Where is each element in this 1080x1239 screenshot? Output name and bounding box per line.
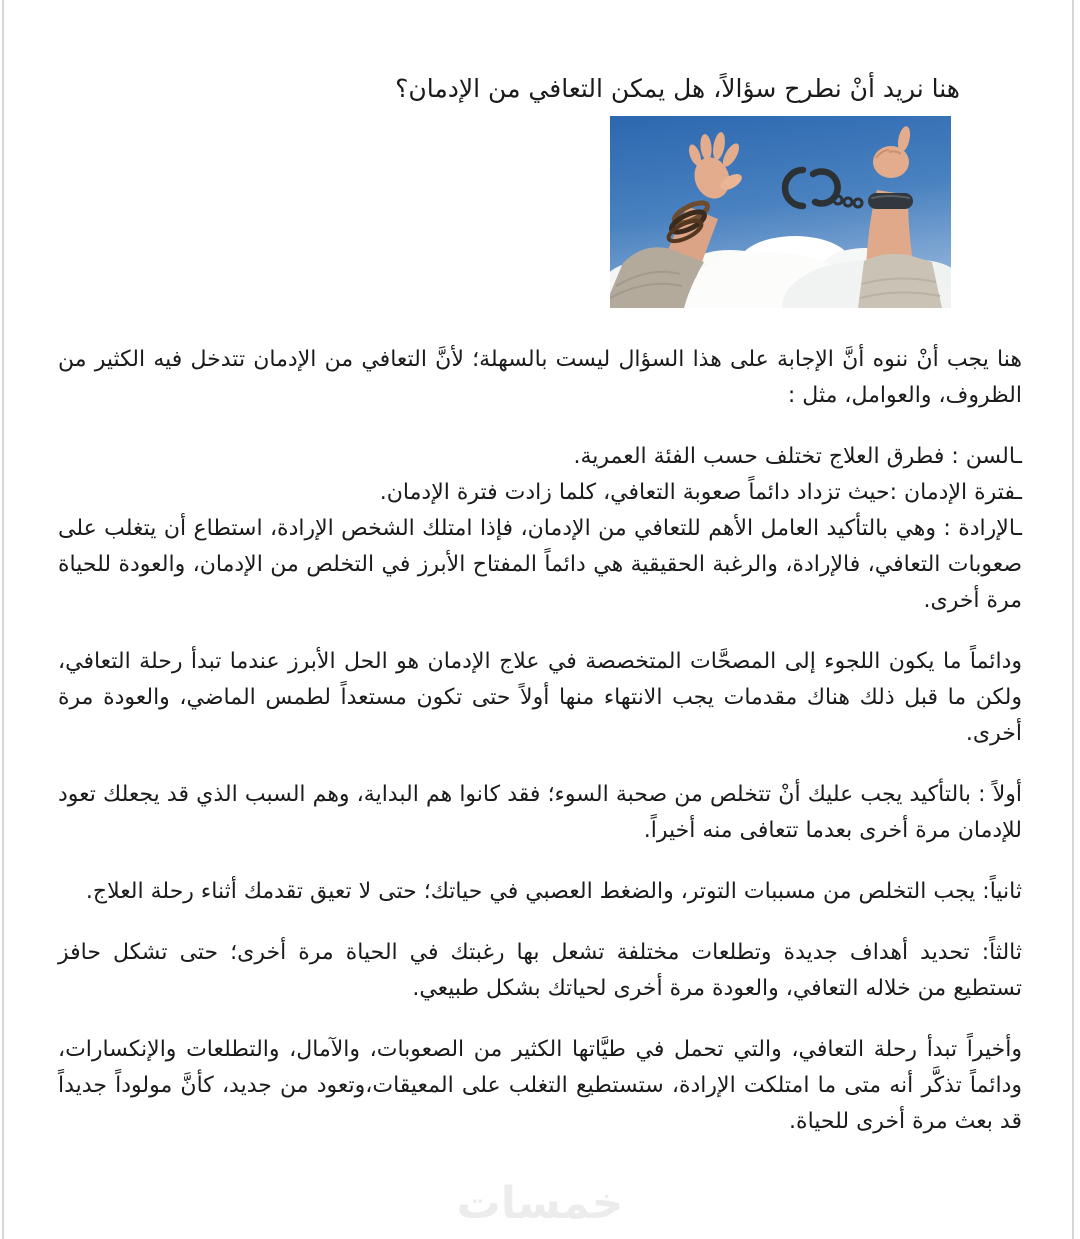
closing-paragraph: وأخيراً تبدأ رحلة التعافي، والتي تحمل في طيَّاتها الكثير من الصعوبات، والآمال، والتطلعات والإنكسارات، ودائماً تذكَّر أنه متى ما امتلكت الإرادة، ستستطيع التغلب على المعيقات،وتعود من جديد، كأنَّ مولوداً جديداً قد بعث مرة أخرى للحياة. — [58, 1037, 1022, 1134]
step-third-paragraph: ثالثاً: تحديد أهداف جديدة وتطلعات مختلفة تشعل بها رغبتك في الحياة مرة أخرى؛ حتى تشكل حافز تستطيع من خلاله التعافي، والعودة مرة أخرى لحياتك بشكل طبيعي. — [58, 940, 1022, 1001]
question-heading: هنا نريد أنْ نطرح سؤالاً، هل يمكن التعافي من الإدمان؟ — [395, 74, 960, 103]
clinics-paragraph: ودائماً ما يكون اللجوء إلى المصحَّات المتخصصة في علاج الإدمان هو الحل الأبرز عندما تبدأ رحلة التعافي، ولكن ما قبل ذلك هناك مقدمات يجب الانتهاء منها أولاً حتى تكون مستعداً لطمس الماضي، والعودة مرة أخرى. — [58, 649, 1022, 746]
freedom-photo — [610, 116, 951, 308]
breaking-free-handcuffs-illustration — [610, 116, 951, 308]
list-item-willpower: ـالإرادة : وهي بالتأكيد العامل الأهم للتعافي من الإدمان، فإذا امتلك الشخص الإرادة، استطاع أن يتغلب على صعوبات التعافي، فالإرادة، والرغبة الحقيقية هي دائماً المفتاح الأبرز في التخلص من الإدمان، والعودة للحياة مرة أخرى. — [58, 516, 1022, 613]
list-item-addiction-duration: ـفترة الإدمان :حيث تزداد دائماً صعوبة التعافي، كلما زادت فترة الإدمان. — [379, 480, 1022, 505]
intro-paragraph: هنا يجب أنْ ننوه أنَّ الإجابة على هذا السؤال ليست بالسهلة؛ لأنَّ التعافي من الإدمان تتدخل فيه الكثير من الظروف، والعوامل، مثل : — [58, 347, 1022, 408]
step-second-paragraph: ثانياً: يجب التخلص من مسببات التوتر، والضغط العصبي في حياتك؛ حتى لا تعيق تقدمك أثناء رحلة العلاج. — [85, 879, 1022, 904]
khamsat-watermark: خمسات — [456, 1178, 624, 1229]
step-first-paragraph: أولاً : بالتأكيد يجب عليك أنْ تتخلص من صحبة السوء؛ فقد كانوا هم البداية، وهم السبب الذي قد يجعلك تعود للإدمان مرة أخرى بعدما تتعافى منه أخيراً. — [58, 782, 1022, 843]
list-item-age: ـالسن : فطرق العلاج تختلف حسب الفئة العمرية. — [573, 444, 1022, 469]
factors-list — [58, 439, 1022, 619]
